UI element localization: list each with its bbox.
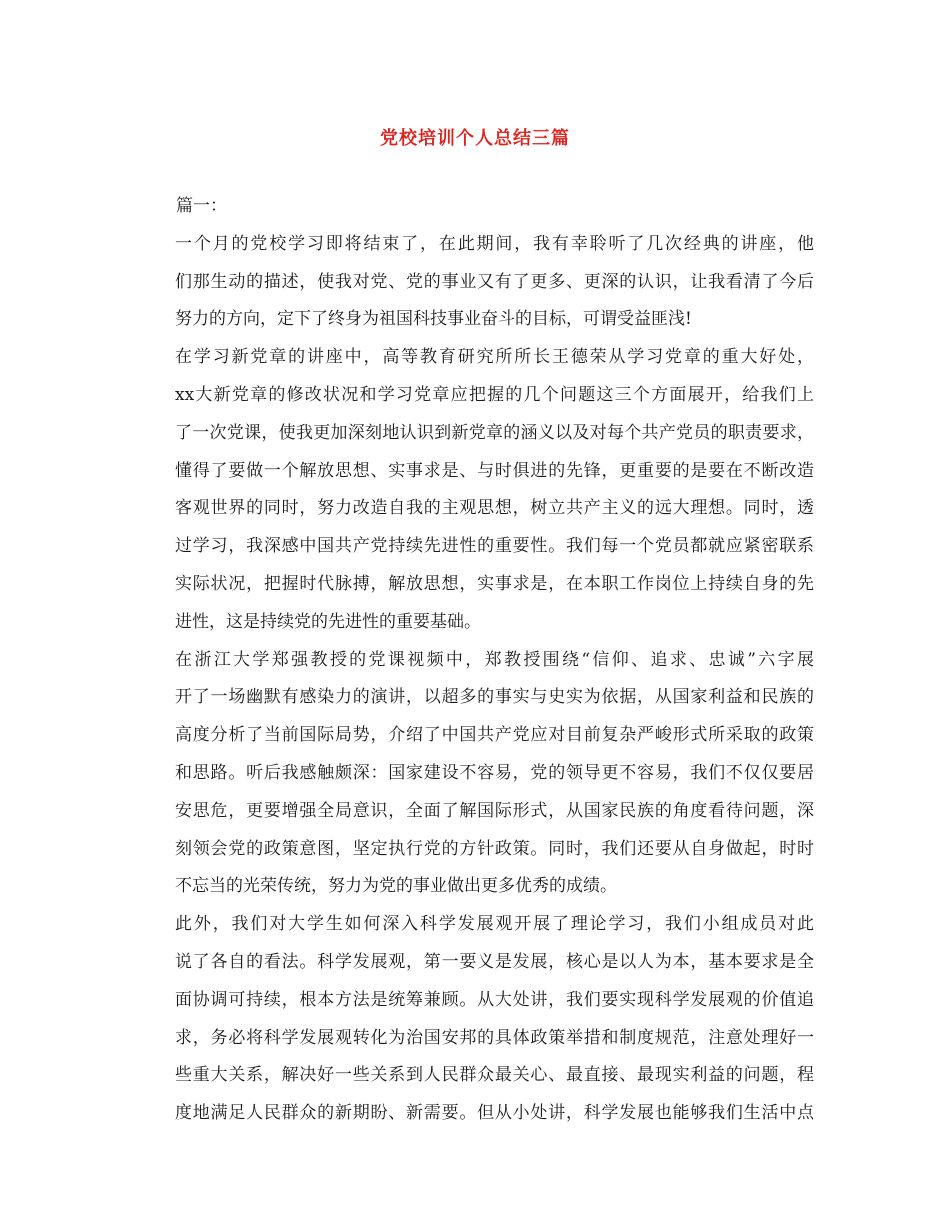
text-line: 懂得了要做一个解放思想、实事求是、与时俱进的先锋，更重要的是要在不断改造 (175, 460, 814, 481)
text-line: 此外，我们对大学生如何深入科学发展观开展了理论学习，我们小组成员对此 (175, 914, 814, 935)
text-line: 求，务必将科学发展观转化为治国安邦的具体政策举措和制度规范，注意处理好一 (175, 1027, 814, 1048)
text-line: 了一次党课，使我更加深刻地认识到新党章的涵义以及对每个共产党员的职责要求， (175, 422, 814, 443)
text-line: 努力的方向，定下了终身为祖国科技事业奋斗的目标，可谓受益匪浅! (175, 309, 692, 330)
section-label: 篇一： (176, 196, 227, 216)
text-line: 在学习新党章的讲座中，高等教育研究所所长王德荣从学习党章的重大好处， (175, 347, 814, 368)
text-line: 高度分析了当前国际局势，介绍了中国共产党应对目前复杂严峻形式所采取的政策 (175, 725, 814, 746)
text-line: 过学习，我深感中国共产党持续先进性的重要性。我们每一个党员都就应紧密联系 (175, 536, 814, 557)
text-line: 开了一场幽默有感染力的演讲，以超多的事实与史实为依据，从国家利益和民族的 (175, 687, 814, 708)
text-line: 实际状况，把握时代脉搏，解放思想，实事求是，在本职工作岗位上持续自身的先 (175, 573, 814, 594)
paragraph-3 (141, 642, 814, 907)
text-line: 客观世界的同时，努力改造自我的主观思想，树立共产主义的远大理想。同时，透 (175, 498, 814, 519)
paragraph-2 (141, 339, 814, 641)
text-line: 些重大关系，解决好一些关系到人民群众最关心、最直接、最现实利益的问题，程 (175, 1065, 814, 1086)
text-line: 说了各自的看法。科学发展观，第一要义是发展，核心是以人为本，基本要求是全 (175, 951, 814, 972)
text-line: 不忘当的光荣传统，努力为党的事业做出更多优秀的成绩。 (175, 876, 617, 897)
text-line: xx大新党章的修改状况和学习党章应把握的几个问题这三个方面展开，给我们上 (175, 384, 814, 405)
text-line: 一个月的党校学习即将结束了，在此期间，我有幸聆听了几次经典的讲座，他 (175, 233, 814, 254)
document-title: 党校培训个人总结三篇 (380, 128, 570, 149)
text-line: 们那生动的描述，使我对党、党的事业又有了更多、更深的认识，让我看清了今后 (175, 271, 814, 292)
paragraph-4 (141, 906, 814, 1133)
document-body (141, 188, 814, 1133)
text-line: 进性，这是持续党的先进性的重要基础。 (175, 611, 481, 632)
paragraph-1 (141, 226, 814, 339)
text-line: 和思路。听后我感触颇深：国家建设不容易，党的领导更不容易，我们不仅仅要居 (175, 762, 814, 783)
text-line: 安思危，更要增强全局意识，全面了解国际形式，从国家民族的角度看待问题，深 (175, 800, 814, 821)
text-line: 度地满足人民群众的新期盼、新需要。但从小处讲，科学发展也能够我们生活中点 (175, 1103, 814, 1124)
text-line: 面协调可持续，根本方法是统筹兼顾。从大处讲，我们要实现科学发展观的价值追 (175, 989, 814, 1010)
text-line: 刻领会党的政策意图，坚定执行党的方针政策。同时，我们还要从自身做起，时时 (175, 838, 814, 859)
text-line: 在浙江大学郑强教授的党课视频中，郑教授围绕“信仰、追求、忠诚”六字展 (175, 649, 814, 670)
